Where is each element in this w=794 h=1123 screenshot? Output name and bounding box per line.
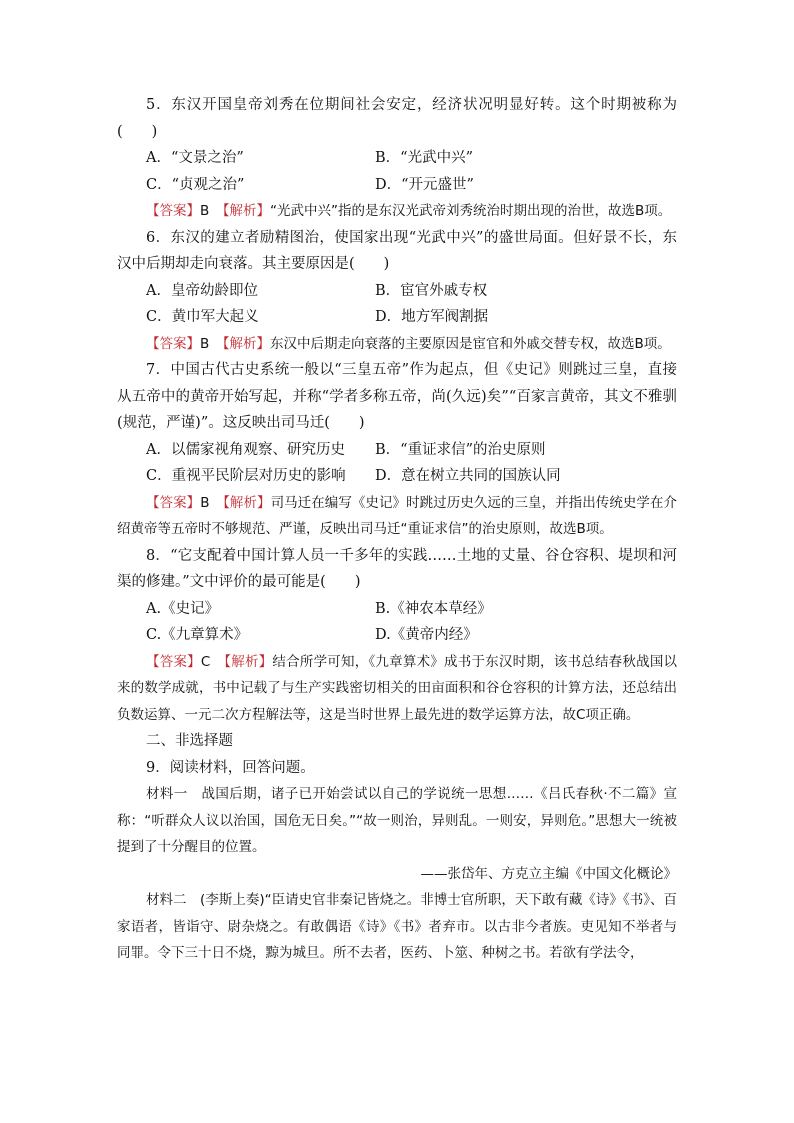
answer-tag: 【答案】 — [146, 653, 201, 670]
section-heading: 二、非选择题 — [146, 733, 233, 749]
question-8-answer — [117, 649, 677, 729]
option-a: A．皇帝幼龄即位 — [146, 282, 258, 299]
option-c: C．黄巾军大起义 — [146, 309, 259, 325]
question-8-options-row-1 — [117, 596, 677, 623]
question-8-options-row-2 — [117, 622, 677, 649]
question-7-stem: 7．中国古代古史系统一般以“三皇五帝”作为起点，但《史记》则跳过三皇，直接从五帝中的黄帝开始写起，并称“学者多称五帝，尚(久远)矣”“百家言黄帝，其文不雅驯(规范，严谨)”。这反映出司马迁( ) — [117, 362, 677, 431]
answer-tag: 【答案】 — [146, 494, 201, 511]
question-6-answer — [117, 331, 677, 358]
option-b: B．“重证求信”的治史原则 — [375, 441, 546, 458]
analysis-text: 司马迁在编写《史记》时跳过历史久远的三皇，并指出传统史学在介绍黄帝等五帝时不够规范、严谨，反映出司马迁“重证求信”的治史原则，故选B项。 — [117, 494, 678, 537]
analysis-text: 结合所学可知，《九章算术》成书于东汉时期，该书总结春秋战国以来的数学成就，书中记载了与生产实践密切相关的田亩面积和谷仓容积的计算方法，还总结出负数运算、一元二次方程解法等，这是当时世界上最先进的数学运算方法，故C项正确。 — [117, 653, 678, 723]
question-5-stem: 5．东汉开国皇帝刘秀在位期间社会安定，经济状况明显好转。这个时期被称为( ) — [117, 97, 677, 140]
option-a: A.《史记》 — [146, 600, 220, 617]
analysis-tag: 【解析】 — [224, 653, 273, 670]
option-b: B．“光武中兴” — [375, 150, 473, 166]
answer-letter: B — [200, 494, 210, 511]
answer-letter: C — [200, 653, 211, 670]
answer-tag: 【答案】 — [146, 335, 200, 352]
question-8-stem: 8．“它支配着中国计算人员一千多年的实践……土地的丈量、谷仓容积、堤坝和河渠的修建。”文中评价的最可能是( ) — [117, 547, 677, 590]
question-5-options-row-2 — [117, 172, 677, 199]
analysis-tag: 【解析】 — [222, 335, 271, 352]
answer-tag: 【答案】 — [146, 203, 200, 219]
question-6-options-row-1 — [117, 278, 677, 305]
option-c: C．重视平民阶层对历史的影响 — [146, 468, 346, 484]
option-d: D．意在树立共同的国族认同 — [375, 468, 561, 484]
option-c: C.《九章算术》 — [146, 627, 249, 643]
page-content — [117, 92, 677, 967]
material-2: 材料二 (李斯上奏)“臣请史官非秦记皆烧之。非博士官所职，天下敢有藏《诗》《书》、百家语者，皆诣守、尉杂烧之。有敢偶语《诗》《书》者弃市。以古非今者族。吏见知不举者与同罪。令下三十日不烧，黥为城旦。所不去者，医药、卜筮、种树之书。若欲有学法令， — [117, 892, 677, 961]
option-a: A．以儒家视角观察、研究历史 — [146, 441, 345, 458]
question-5-answer — [117, 198, 677, 225]
option-d: D．地方军阀割据 — [375, 309, 489, 325]
question-7-options-row-2 — [117, 463, 677, 490]
question-7-answer — [117, 490, 677, 543]
analysis-text: “光武中兴”指的是东汉光武帝刘秀统治时期出现的治世，故选B项。 — [270, 203, 672, 219]
option-a: A．“文景之治” — [146, 150, 244, 166]
answer-letter: B — [200, 203, 210, 219]
option-d: D．“开元盛世” — [375, 176, 474, 193]
analysis-tag: 【解析】 — [223, 494, 271, 511]
analysis-text: 东汉中后期走向衰落的主要原因是宦官和外戚交替专权，故选B项。 — [270, 335, 671, 352]
question-9-stem: 9．阅读材料，回答问题。 — [146, 759, 315, 776]
question-6-options-row-2 — [117, 304, 677, 331]
question-7-options-row-1 — [117, 437, 677, 464]
question-6-stem: 6．东汉的建立者励精图治，使国家出现“光武中兴”的盛世局面。但好景不长，东汉中后期却走向衰落。其主要原因是( ) — [117, 229, 677, 272]
option-b: B.《神农本草经》 — [375, 600, 492, 617]
option-d: D.《黄帝内经》 — [375, 627, 478, 643]
material-1-source: ——张岱年、方克立主编《中国文化概论》 — [420, 865, 677, 882]
material-1: 材料一 战国后期，诸子已开始尝试以自己的学说统一思想……《吕氏春秋·不二篇》宣称：“听群众人议以治国，国危无日矣。”“故一则治，异则乱。一则安，异则危。”思想大一统被提到了十分醒目的位置。 — [117, 786, 677, 855]
answer-letter: B — [200, 335, 210, 352]
option-c: C．“贞观之治” — [146, 176, 245, 193]
question-5-options-row-1 — [117, 145, 677, 172]
analysis-tag: 【解析】 — [222, 203, 271, 219]
option-b: B．宦官外戚专权 — [375, 282, 488, 299]
